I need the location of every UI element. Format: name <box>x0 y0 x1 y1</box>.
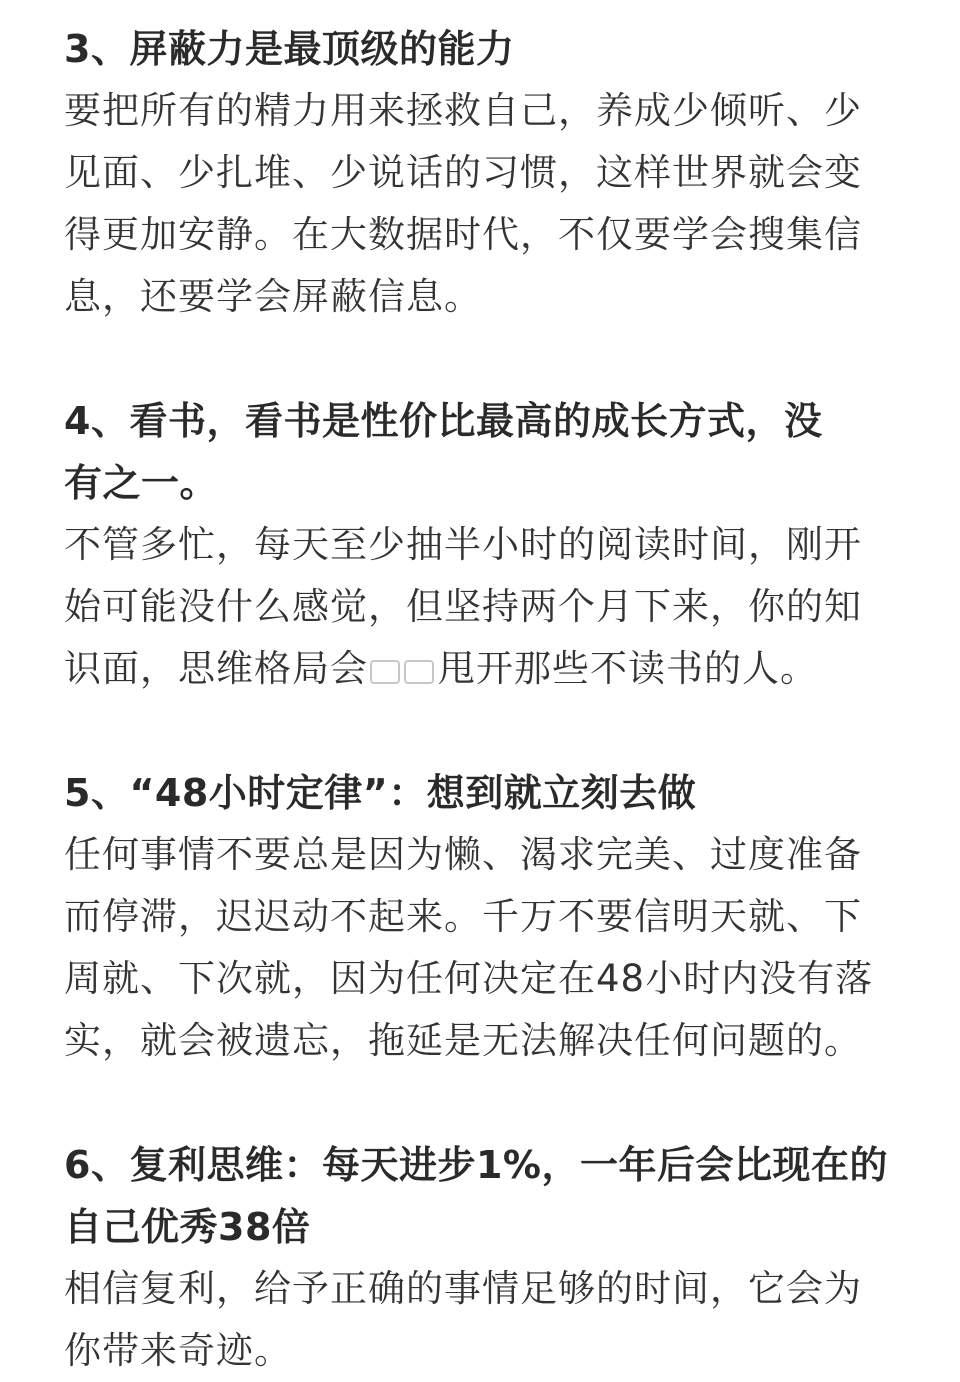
body-line: 要把所有的精力用来拯救自己，养成少倾听、少 <box>64 89 862 132</box>
body-line: 实，就会被遗忘，拖延是无法解决任何问题的。 <box>64 1019 862 1062</box>
section-4 <box>64 390 904 700</box>
section-6 <box>64 1134 904 1382</box>
body-line-start: 识面，思维格局会 <box>64 647 368 690</box>
body-line: 得更加安静。在大数据时代，不仅要学会搜集信 <box>64 213 862 256</box>
body-line: 周就、下次就，因为任何决定在48小时内没有落 <box>64 957 874 1000</box>
body-line: 任何事情不要总是因为懒、渴求完美、过度准备 <box>64 833 862 876</box>
section-3 <box>64 18 904 328</box>
body-line: 见面、少扎堆、少说话的习惯，这样世界就会变 <box>64 151 862 194</box>
body-line: 息，还要学会屏蔽信息。 <box>64 275 482 318</box>
section-gap <box>64 1072 904 1134</box>
section-heading <box>64 18 904 80</box>
section-heading <box>64 762 904 824</box>
watermark-icon <box>368 656 438 686</box>
heading-line: 4、看书，看书是性价比最高的成长方式，没 <box>64 399 823 443</box>
body-line: 始可能没什么感觉，但坚持两个月下来，你的知 <box>64 585 862 628</box>
section-5 <box>64 762 904 1072</box>
heading-line: 5、“48小时定律”：想到就立刻去做 <box>64 771 697 815</box>
heading-line: 6、复利思维：每天进步1%，一年后会比现在的 <box>64 1143 888 1187</box>
section-body <box>64 824 904 1072</box>
article-content <box>64 18 904 1382</box>
heading-line: 3、屏蔽力是最顶级的能力 <box>64 27 515 71</box>
section-body <box>64 1258 904 1382</box>
body-line: 不管多忙，每天至少抽半小时的阅读时间，刚开 <box>64 523 862 566</box>
section-heading <box>64 390 904 514</box>
section-heading <box>64 1134 904 1258</box>
heading-line: 有之一。 <box>64 461 219 505</box>
heading-line: 自己优秀38倍 <box>64 1205 311 1249</box>
section-body <box>64 80 904 328</box>
body-line <box>64 638 904 700</box>
body-line: 你带来奇迹。 <box>64 1329 292 1372</box>
section-gap <box>64 700 904 762</box>
section-gap <box>64 328 904 390</box>
body-line: 而停滞，迟迟动不起来。千万不要信明天就、下 <box>64 895 862 938</box>
body-line-end: 甩开那些不读书的人。 <box>438 647 818 690</box>
body-line: 相信复利，给予正确的事情足够的时间，它会为 <box>64 1267 862 1310</box>
section-body <box>64 514 904 700</box>
